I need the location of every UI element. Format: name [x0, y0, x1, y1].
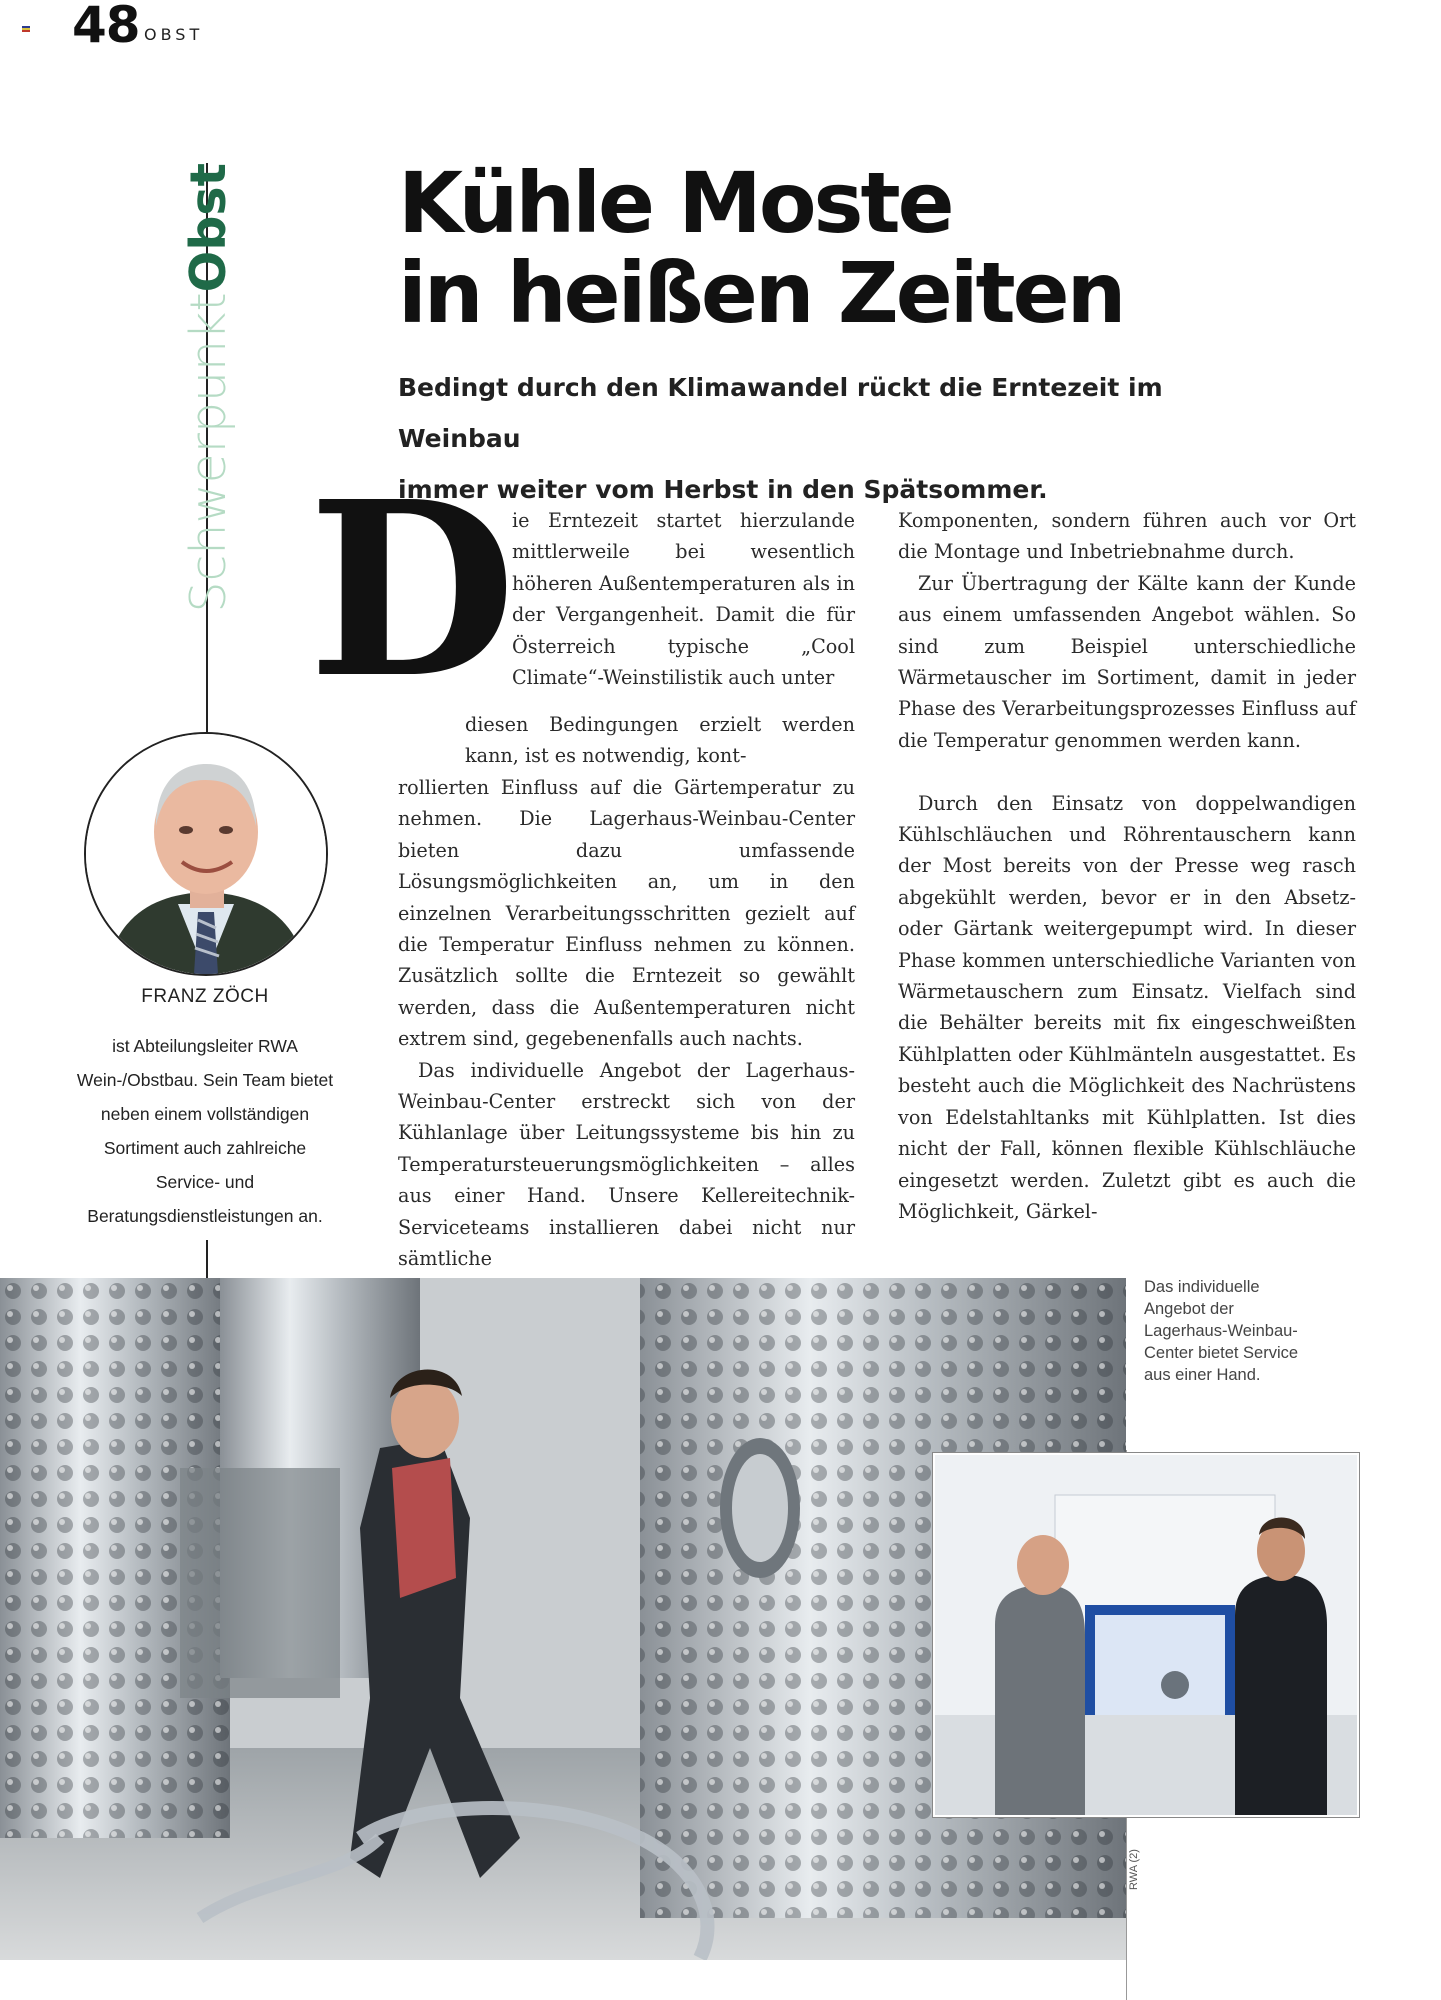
- headline-line-1: Kühle Moste: [398, 154, 952, 252]
- paragraph: Komponenten, sondern führen auch vor Ort die Montage und Inbetriebnahme durch.: [898, 509, 1356, 564]
- flag-icon: [22, 26, 30, 32]
- rubric-light-text: Schwerpunkt: [179, 292, 237, 613]
- vertical-rule-lower: [206, 1240, 208, 1280]
- photo-caption: Das individuelle Angebot der Lagerhaus-Weinbau-Center bietet Service aus einer Hand.: [1144, 1278, 1299, 1384]
- drop-cap: D: [308, 449, 517, 731]
- headline-line-2: in heißen Zeiten: [398, 244, 1124, 342]
- paragraph: Zur Übertragung der Kälte kann der Kunde aus einem umfassenden Angebot wählen. So sind zum Beispiel unterschiedliche Wärmetauscher im Sortiment, damit in jeder Phase des Verarbeitungsprozesses Einfluss auf die Temperatur genommen werden kann.: [898, 571, 1356, 752]
- paragraph: Durch den Einsatz von doppelwandigen Kühlschläuchen und Röhrentauschern kann der Most bereits von der Presse weg rasch abgekühlt werden, bevor er in den Absetz- oder Gärtank weitergepumpt wird. In dieser Phase kommen unterschiedliche Varianten von Wärmetauschern zum Einsatz. Vielfach sind die Behälter bereits mit fix eingeschweißten Kühlplatten oder Kühlmänteln ausgestattet. Es besteht auch die Möglichkeit des Nachrüstens von Edelstahltanks mit Kühlplatten. Ist dies nicht der Fall, können flexible Kühlschläuche eingesetzt werden. Zuletzt gibt es auch die Möglichkeit, Gärkel-: [898, 791, 1356, 1223]
- column-1-wrap: diesen Bedingungen erzielt werden kann, ist es notwendig, kont-: [465, 713, 855, 768]
- column-2-body: [898, 505, 1356, 1227]
- page-number: 48: [72, 0, 140, 54]
- author-portrait: [84, 732, 328, 976]
- showroom-photo-image: [935, 1455, 1357, 1815]
- photo-credit: RWA (2): [1128, 1849, 1140, 1890]
- column-1-intro: ie Erntezeit startet hierzulande mittlerweile bei wesentlich höheren Außentemperaturen als in der Vergangenheit. Damit die für Österreich typische „Cool Climate“-Weinstilistik auch unter: [512, 509, 855, 690]
- column-1-body: [398, 772, 855, 1275]
- subhead-line-1: Bedingt durch den Klimawandel rückt die Erntezeit im Weinbau: [398, 373, 1163, 453]
- paragraph: rollierten Einfluss auf die Gärtemperatur zu nehmen. Die Lagerhaus-Weinbau-Center bieten dazu umfassende Lösungsmöglichkeiten an, um in den einzelnen Verarbeitungsschritten gezielt auf die Temperatur Einfluss nehmen zu können. Zusätzlich sollte die Erntezeit so gewählt werden, dass die Außentemperaturen nicht extrem sind, gegebenenfalls auch nachts.: [398, 776, 855, 1051]
- inset-photo: [933, 1453, 1359, 1817]
- section-rubric: [178, 163, 238, 693]
- section-label: OBST: [144, 25, 204, 44]
- paragraph: Das individuelle Angebot der Lagerhaus-Weinbau-Center erstreckt sich von der Kühlanlage über Leitungssysteme bis hin zu Temperatursteuerungsmöglichkeiten – alles aus einer Hand. Unsere Kellereitechnik-Serviceteams installieren dabei nicht nur sämtliche: [398, 1058, 855, 1271]
- author-bio: ist Abteilungsleiter RWA Wein-/Obstbau. Sein Team bietet neben einem vollständigen Sortiment auch zahlreiche Service- und Beratungsdienstleistungen an.: [76, 1036, 334, 1226]
- portrait-image: [86, 734, 326, 974]
- headline: [398, 154, 1218, 342]
- subhead-line-2: immer weiter vom Herbst in den Spätsommer.: [398, 475, 1048, 504]
- rubric-bold-text: Obst: [179, 163, 237, 293]
- author-name: FRANZ ZÖCH: [141, 986, 269, 1007]
- subheadline: [398, 362, 1218, 515]
